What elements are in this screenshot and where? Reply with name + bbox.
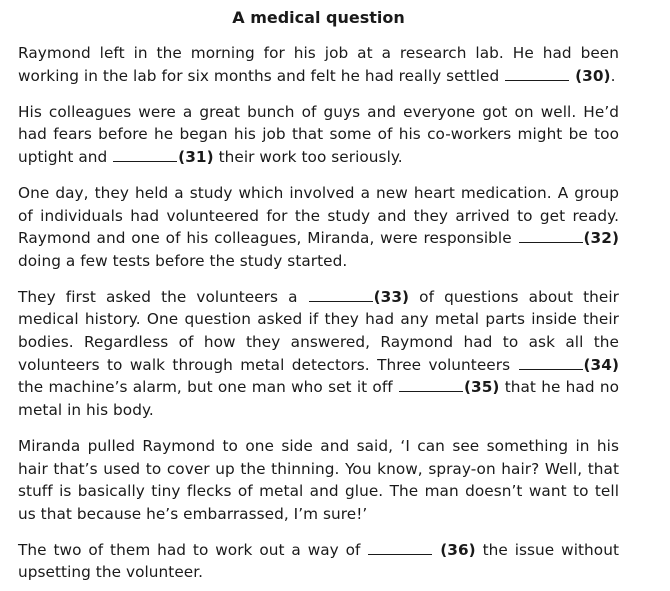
answer-blank-33[interactable] — [309, 287, 373, 302]
answer-blank-35[interactable] — [399, 377, 463, 392]
paragraph-text: . — [610, 66, 616, 85]
paragraph-5 — [18, 435, 619, 525]
paragraph-text: the machine’s alarm, but one man who set it off — [18, 378, 393, 397]
paragraph-4 — [18, 286, 619, 422]
question-number-33: (33) — [373, 287, 410, 306]
question-number-34: (34) — [583, 355, 619, 374]
paragraph-3 — [18, 182, 619, 272]
answer-blank-32[interactable] — [519, 228, 583, 243]
answer-blank-36[interactable] — [368, 540, 432, 555]
paragraph-text: their work too seriously. — [213, 147, 403, 166]
answer-blank-30[interactable] — [505, 66, 569, 81]
paragraph-text: the issue without upsetting the volunteer. — [18, 540, 619, 582]
paragraph-text: doing a few tests before the study started. — [18, 251, 348, 270]
answer-blank-31[interactable] — [113, 147, 177, 162]
question-number-31: (31) — [178, 147, 214, 166]
paragraph-text: The two of them had to work out a way of — [18, 540, 361, 559]
paragraph-text: His colleagues were a great bunch of guys and everyone got on well. He’d had fears before he began his job that some of his co-workers might be too uptight and — [18, 102, 619, 166]
paragraph-text: Miranda pulled Raymond to one side and said, ‘I can see something in his hair that’s used to cover up the thinning. You know, spray-on hair? Well, that stuff is basically tiny flecks of metal and glue. The man doesn’t want to tell us that because he’s embarrassed, I’m sure!’ — [18, 436, 619, 523]
question-number-35: (35) — [463, 378, 500, 397]
document-title: A medical question — [232, 8, 405, 27]
paragraph-text: that he had no metal in his body. — [18, 378, 619, 419]
paragraph-text: One day, they held a study which involved a new heart medication. A group of individuals had volunteered for the study and they arrived to get ready. Raymond and one of his colleagues, Miranda, were responsible — [18, 183, 619, 248]
answer-blank-34[interactable] — [519, 355, 583, 370]
paragraph-2 — [18, 101, 619, 169]
paragraph-text: of questions about their medical history. One question asked if they had any metal parts inside their bodies. Regardless of how they answered, Raymond had to ask all the volunteers to walk through metal detectors. Three volunteers — [18, 287, 619, 374]
question-number-36: (36) — [440, 540, 476, 559]
paragraph-1 — [18, 42, 619, 87]
paragraph-text: They first asked the volunteers a — [18, 287, 298, 306]
question-number-30: (30) — [575, 66, 611, 85]
paragraph-text: Raymond left in the morning for his job at a research lab. He had been working in the lab for six months and felt he had really settled — [18, 44, 619, 85]
paragraph-6 — [18, 539, 619, 584]
question-number-32: (32) — [583, 229, 619, 248]
